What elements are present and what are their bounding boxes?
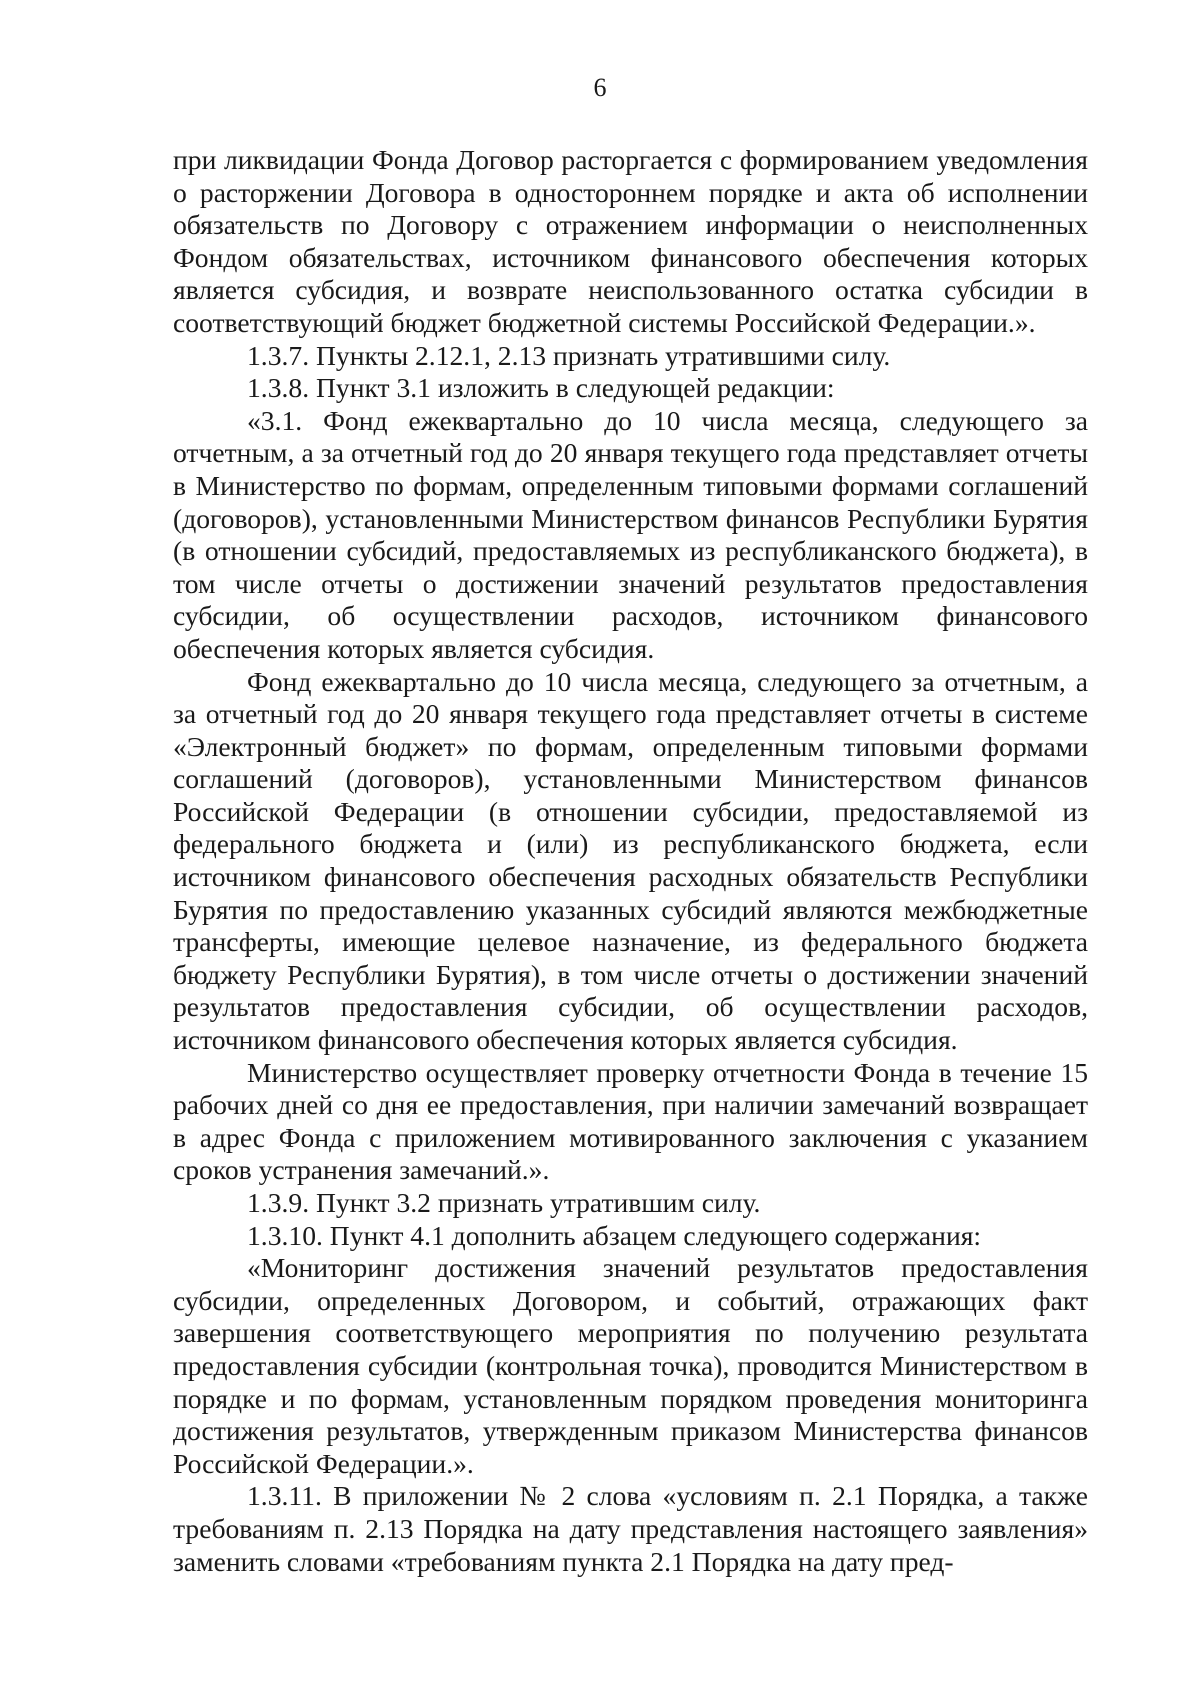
document-body [173, 144, 1088, 1578]
paragraph-1-3-9: 1.3.9. Пункт 3.2 признать утратившим силу. [247, 1187, 761, 1218]
paragraph-1-3-11: 1.3.11. В приложении № 2 слова «условиям п. 2.1 Порядка, а также требованиям п. 2.13 Порядка на дату представления настоящего заявления» заменить словами «требованиям пункта 2.1 Порядка на дату пред- [173, 1480, 1088, 1577]
paragraph-ministry-review: Министерство осуществляет проверку отчетности Фонда в течение 15 рабочих дней со дня ее предоставления, при наличии замечаний возвращает в адрес Фонда с приложением мотивированного заключения с указанием сроков устранения замечаний.». [173, 1056, 1088, 1186]
paragraph-electronic-budget-reports: Фонд ежеквартально до 10 числа месяца, следующего за отчетным, а за отчетный год до 20 января текущего года представляет отчеты в системе «Электронный бюджет» по формам, определенным типовыми формами соглашений (договоров), установленными Министерством финансов Российской Федерации (в отношении субсидии, предоставляемой из федерального бюджета и (или) из республиканского бюджета, если источником финансового обеспечения расходных обязательств Республики Бурятия по предоставлению указанных субсидий являются межбюджетные трансферты, имеющие целевое назначение, из федерального бюджета бюджету Республики Бурятия), в том числе отчеты о достижении значений результатов предоставления субсидии, об осуществлении расходов, источником финансового обеспечения которых является субсидия. [173, 665, 1088, 1056]
paragraph-liquidation-continuation: при ликвидации Фонда Договор расторгается с формированием уведомления о расторжении Договора в одностороннем порядке и акта об исполнении обязательств по Договору с отражением информации о неисполненных Фондом обязательствах, источником финансового обеспечения которых является субсидия, и возврате неиспользованного остатка субсидии в соответствующий бюджет бюджетной системы Российской Федерации.». [173, 144, 1088, 338]
paragraph-monitoring: «Мониторинг достижения значений результатов предоставления субсидии, определенных Договором, и событий, отражающих факт завершения соответствующего мероприятия по получению результата предоставления субсидии (контрольная точка), проводится Министерством в порядке и по формам, установленным порядком проведения мониторинга достижения результатов, утвержденным приказом Министерства финансов Российской Федерации.». [173, 1252, 1088, 1479]
paragraph-1-3-7: 1.3.7. Пункты 2.12.1, 2.13 признать утратившими силу. [247, 339, 891, 371]
page-number: 6 [593, 73, 607, 102]
paragraph-quoted-3-1: «3.1. Фонд ежеквартально до 10 числа месяца, следующего за отчетным, а за отчетный год до 20 января текущего года представляет отчеты в Министерство по формам, определенным типовыми формами соглашений (договоров), установленными Министерством финансов Республики Бурятия (в отношении субсидий, предоставляемых из республиканского бюджета), в том числе отчеты о достижении значений результатов предоставления субсидии, об осуществлении расходов, источником финансового обеспечения которых является субсидия. [173, 404, 1088, 664]
paragraph-1-3-10: 1.3.10. Пункт 4.1 дополнить абзацем следующего содержания: [247, 1219, 982, 1251]
paragraph-1-3-8: 1.3.8. Пункт 3.1 изложить в следующей редакции: [247, 372, 835, 404]
